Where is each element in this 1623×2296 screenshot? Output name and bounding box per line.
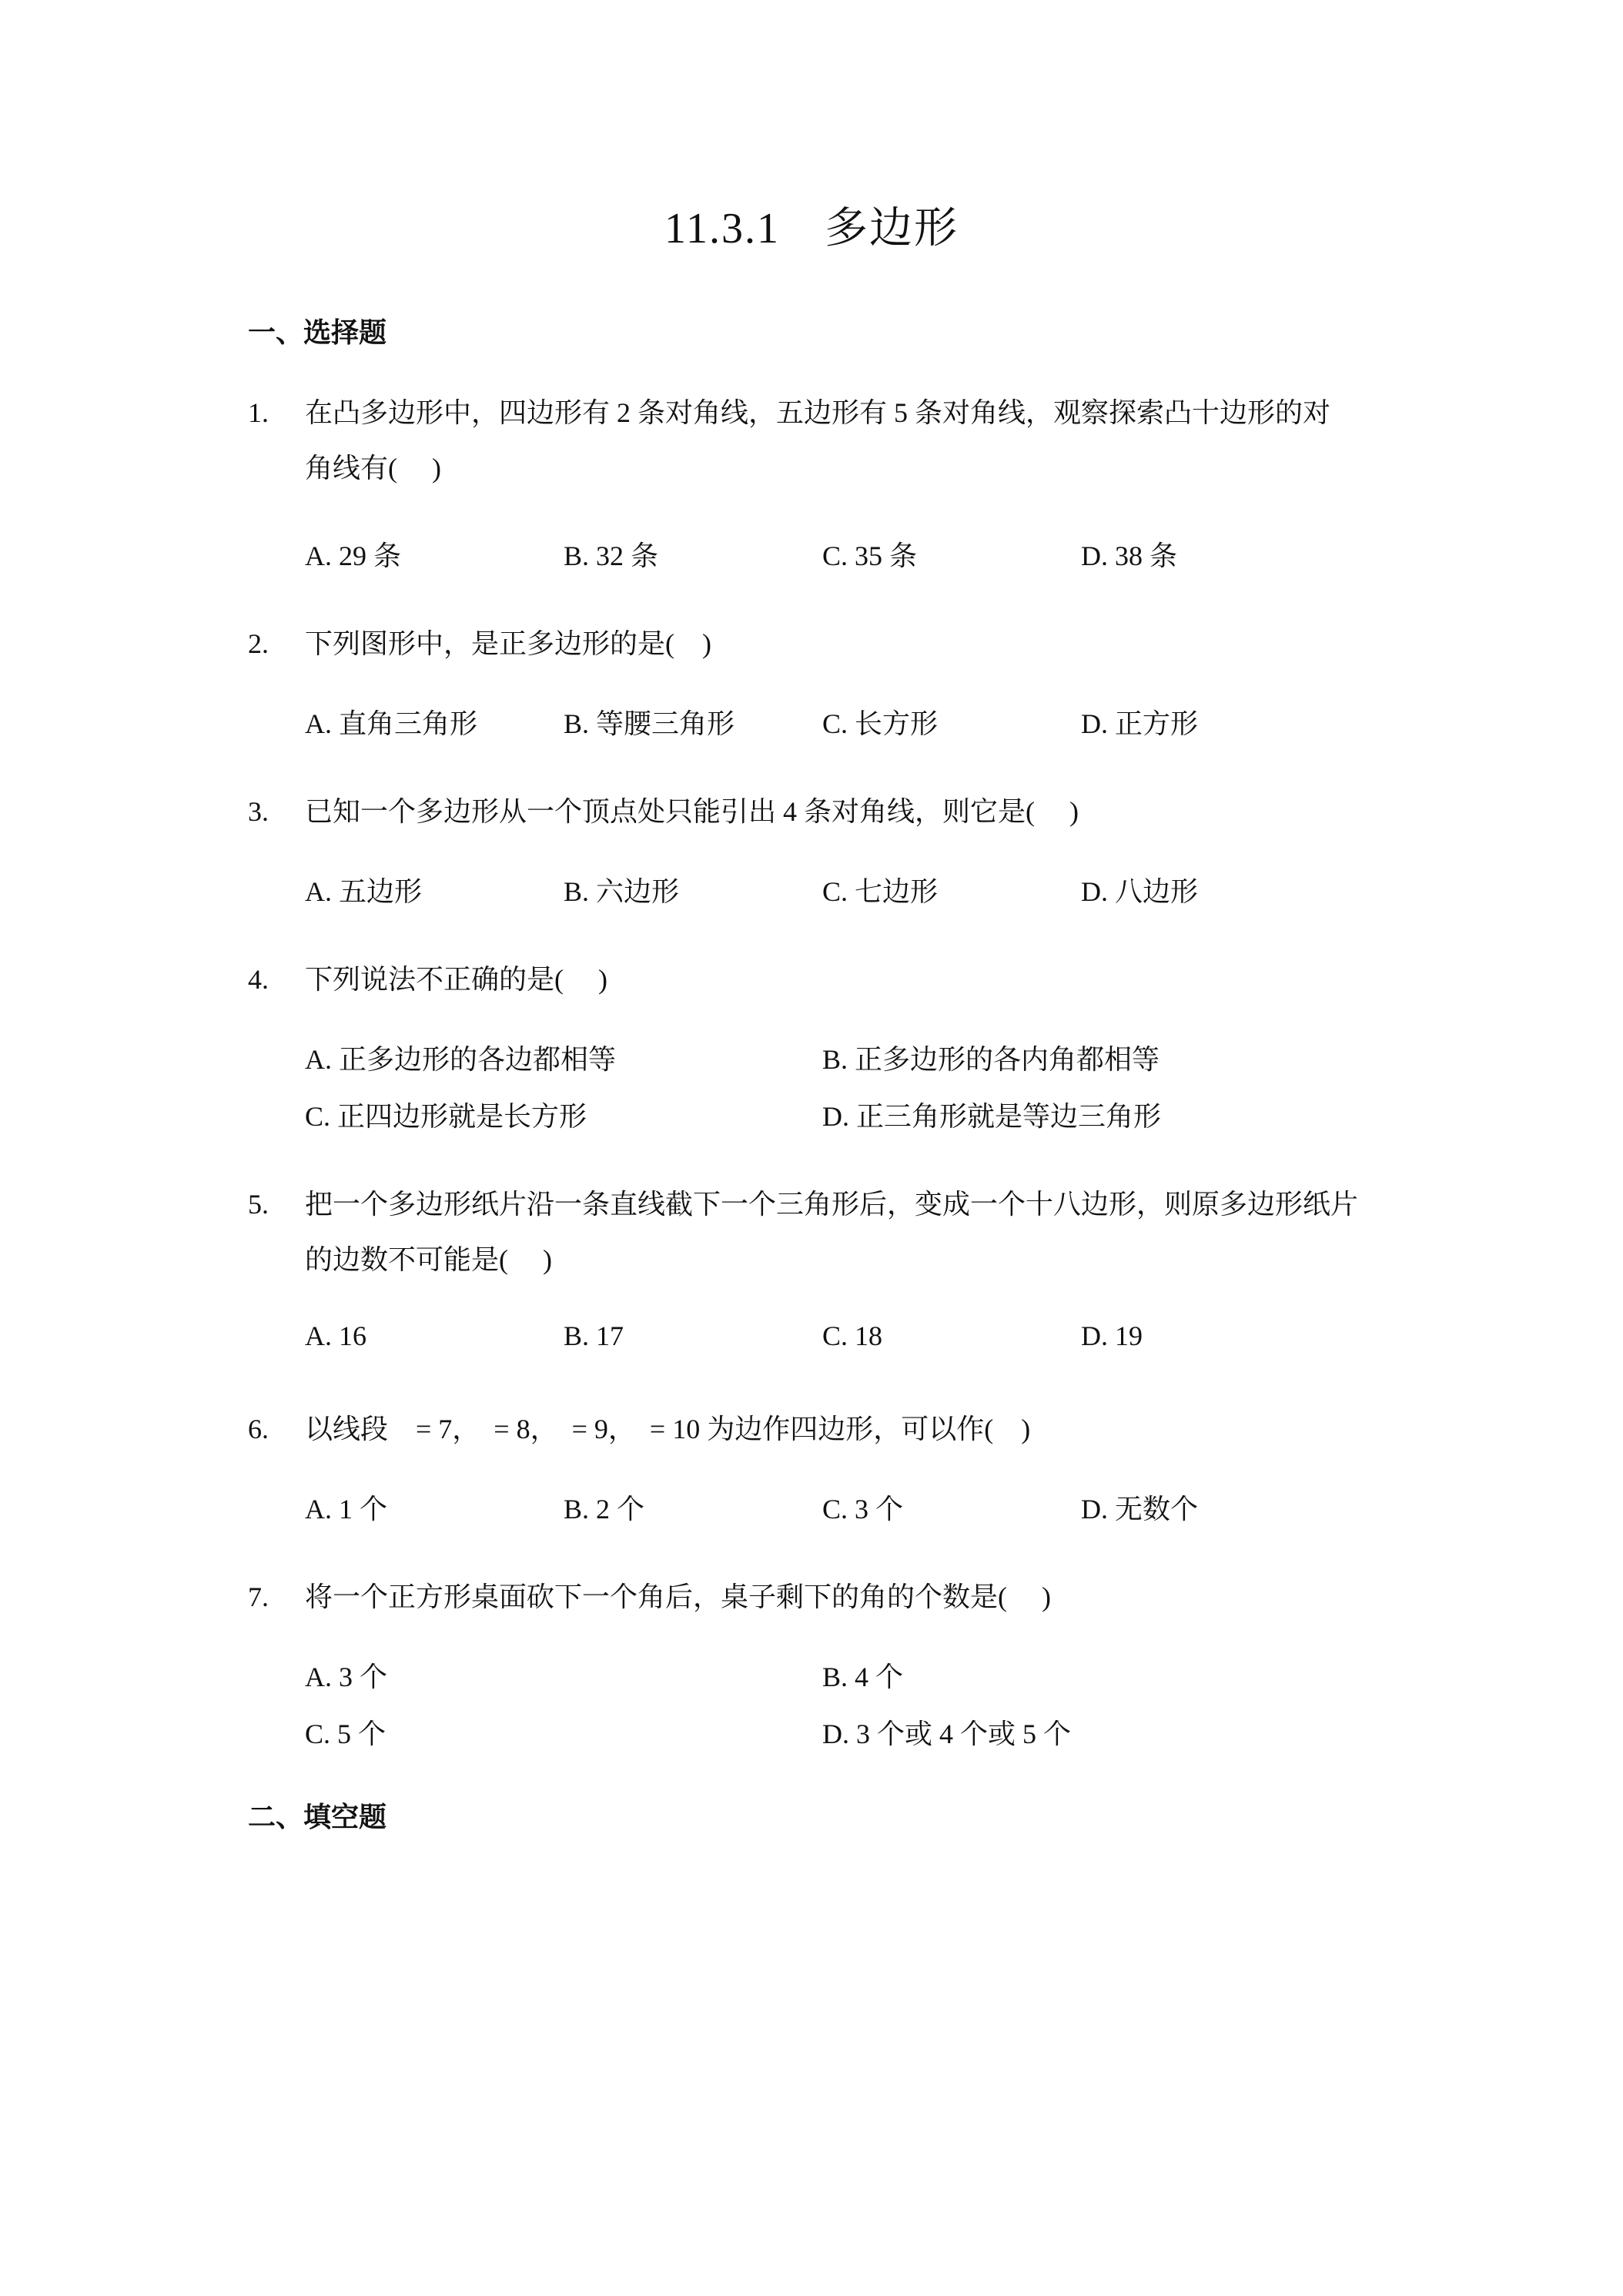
option-a: A. 五边形 (305, 876, 422, 907)
option-d: D. 19 (1081, 1320, 1143, 1351)
option-b: B. 32 条 (564, 541, 659, 571)
question-1 (248, 385, 1403, 496)
question-3 (248, 784, 1403, 839)
question-number: 6. (248, 1414, 269, 1444)
option-d: D. 无数个 (1081, 1494, 1198, 1525)
option-d: D. 38 条 (1081, 541, 1177, 571)
option-b: B. 2 个 (564, 1494, 645, 1525)
question-stem (305, 784, 1403, 839)
question-number: 5. (248, 1189, 269, 1220)
option-b: B. 正多边形的各内角都相等 (822, 1044, 1160, 1075)
option-b: B. 4 个 (822, 1662, 904, 1692)
section-heading-choice: 一、选择题 (248, 317, 387, 349)
question-stem-line: 角线有( ) (305, 453, 441, 484)
question-stem-line: 在凸多边形中，四边形有 2 条对角线，五边形有 5 条对角线，观察探索凸十边形的对 (305, 397, 1331, 428)
question-stem-line: 将一个正方形桌面砍下一个角后，桌子剩下的角的个数是( ) (305, 1581, 1051, 1612)
question-number: 3. (248, 796, 269, 827)
option-a: A. 直角三角形 (305, 708, 477, 739)
question-stem (305, 952, 1403, 1007)
question-stem-line: 的边数不可能是( ) (305, 1244, 552, 1275)
option-d: D. 正三角形就是等边三角形 (822, 1101, 1161, 1132)
question-number: 4. (248, 964, 269, 995)
option-a: A. 29 条 (305, 541, 401, 571)
option-c: C. 正四边形就是长方形 (305, 1101, 587, 1132)
question-7 (248, 1569, 1403, 1625)
option-c: C. 3 个 (822, 1494, 904, 1525)
question-stem (305, 1569, 1403, 1625)
option-c: C. 5 个 (305, 1719, 387, 1749)
option-c: C. 35 条 (822, 541, 918, 571)
option-d: D. 正方形 (1081, 708, 1198, 739)
option-a: A. 正多边形的各边都相等 (305, 1044, 616, 1075)
question-4 (248, 952, 1403, 1007)
page-title: 11.3.1 多边形 (664, 205, 959, 253)
question-number: 1. (248, 397, 269, 428)
question-stem-line: 下列说法不正确的是( ) (305, 964, 607, 995)
option-a: A. 1 个 (305, 1494, 387, 1525)
question-stem-line: 以线段 = 7， = 8， = 9， = 10 为边作四边形，可以作( ) (305, 1414, 1031, 1444)
question-stem (305, 1176, 1403, 1287)
option-b: B. 17 (564, 1320, 624, 1351)
question-number: 7. (248, 1581, 269, 1612)
option-a: A. 3 个 (305, 1662, 387, 1692)
option-c: C. 七边形 (822, 876, 939, 907)
option-d: D. 八边形 (1081, 876, 1198, 907)
question-6 (248, 1401, 1403, 1457)
question-stem (305, 616, 1403, 671)
option-a: A. 16 (305, 1320, 366, 1351)
question-5 (248, 1176, 1403, 1287)
option-b: B. 六边形 (564, 876, 680, 907)
option-c: C. 长方形 (822, 708, 939, 739)
option-b: B. 等腰三角形 (564, 708, 735, 739)
question-stem (305, 1401, 1403, 1457)
question-stem (305, 385, 1403, 496)
section-heading-fill-blank: 二、填空题 (248, 1802, 387, 1833)
question-stem-line: 把一个多边形纸片沿一条直线截下一个三角形后，变成一个十八边形，则原多边形纸片 (305, 1189, 1359, 1220)
question-stem-line: 已知一个多边形从一个顶点处只能引出 4 条对角线，则它是( ) (305, 796, 1079, 827)
question-stem-line: 下列图形中，是正多边形的是( ) (305, 628, 711, 659)
option-c: C. 18 (822, 1320, 883, 1351)
option-d: D. 3 个或 4 个或 5 个 (822, 1719, 1071, 1749)
question-number: 2. (248, 628, 269, 659)
question-2 (248, 616, 1403, 671)
